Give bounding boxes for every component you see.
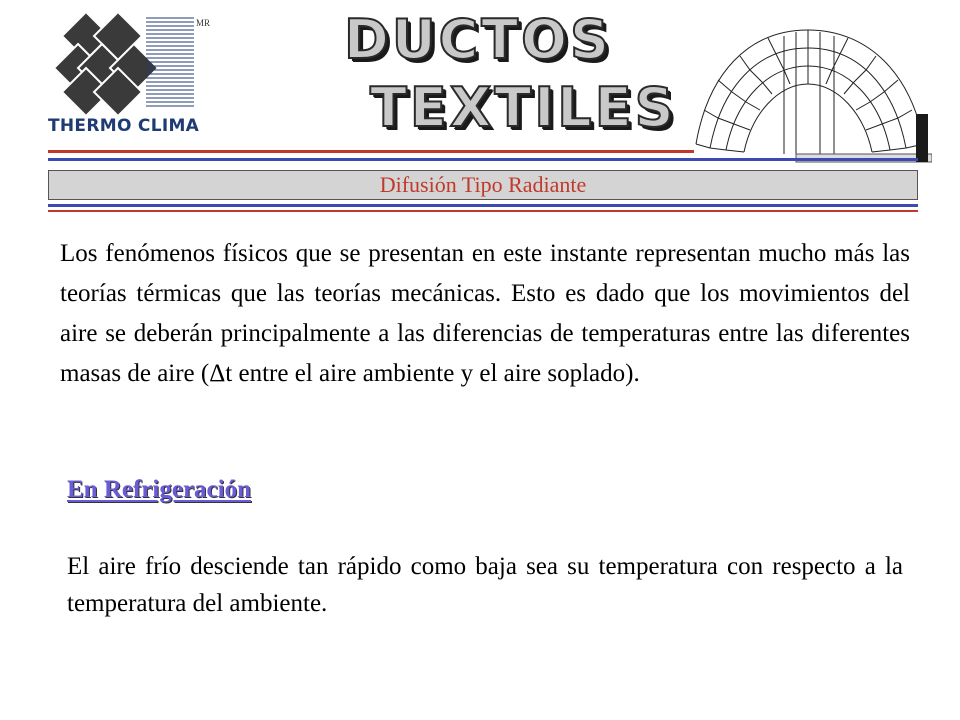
divider-blue-top bbox=[48, 158, 918, 161]
section-header-bar bbox=[48, 170, 918, 200]
refrigeration-paragraph: El aire frío desciende tan rápido como baja sea su temperatura con respecto a la temperatura del ambiente. bbox=[67, 553, 903, 617]
trademark-label: MR bbox=[196, 18, 211, 28]
title-line-2: TEXTILES bbox=[370, 76, 677, 139]
section-title: Difusión Tipo Radiante bbox=[379, 172, 587, 197]
divider-red-top bbox=[48, 150, 694, 153]
divider-blue-bottom-2 bbox=[48, 210, 918, 212]
brand-name: THERMO CLIMA bbox=[48, 116, 200, 136]
intro-paragraph: Los fenómenos físicos que se presentan en este instante representan mucho más las teorías térmicas que las teorías mecánicas. Esto es dado que los movimientos del aire se deberán principalmente a las diferencias de temperaturas entre las diferentes masas de aire (Δt entre el aire ambiente y el aire soplado). bbox=[60, 240, 910, 387]
textile-duct-wireframe-icon bbox=[688, 14, 932, 164]
title-line-1: DUCTOS bbox=[344, 8, 612, 71]
divider-blue-bottom-1 bbox=[48, 204, 918, 207]
subheading-refrigeration: En Refrigeración bbox=[67, 476, 251, 503]
